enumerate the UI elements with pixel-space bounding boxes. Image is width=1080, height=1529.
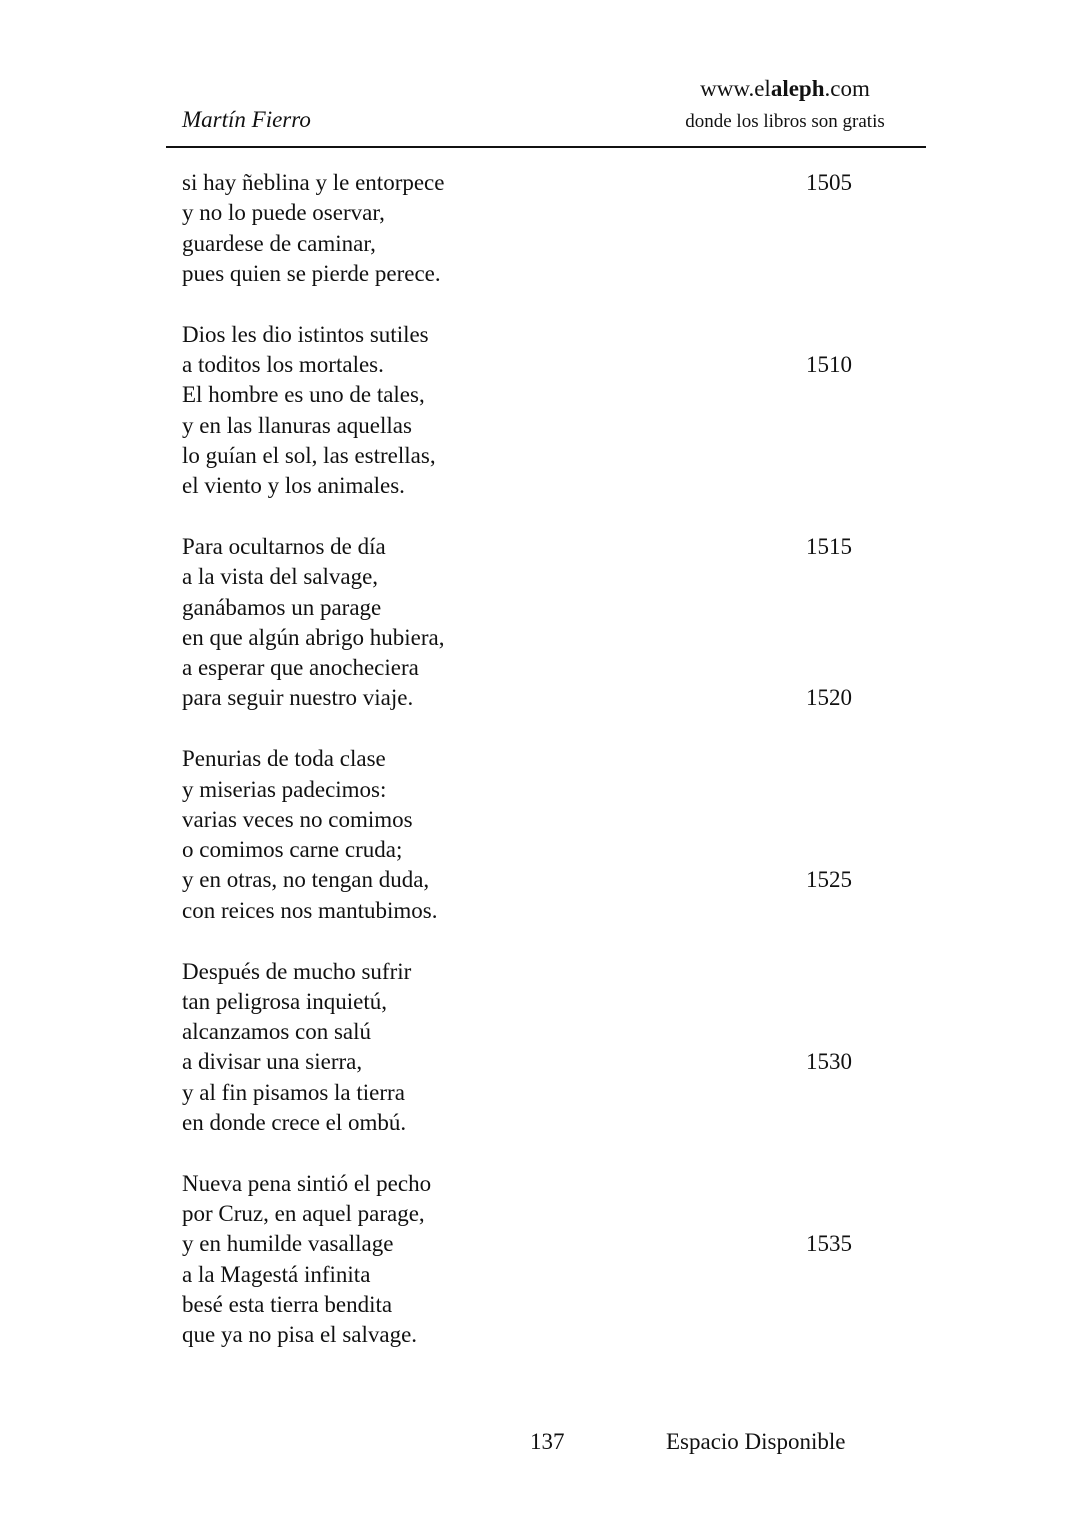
- stanza-gap: [182, 289, 882, 320]
- verse-text: a la vista del salvage,: [182, 564, 379, 590]
- verse-line: [182, 1199, 882, 1229]
- verse-line: [182, 1229, 882, 1259]
- stanza: [182, 1169, 882, 1351]
- verse-line: [182, 168, 882, 198]
- verse-text: Para ocultarnos de día: [182, 533, 386, 559]
- verse-line: [182, 1290, 882, 1320]
- verse-text: a esperar que anocheciera: [182, 655, 419, 681]
- verse-text: lo guían el sol, las estrellas,: [182, 442, 436, 468]
- stanza-gap: [182, 714, 882, 745]
- stanza: [182, 532, 882, 714]
- verse-text: si hay ñeblina y le entorpece: [182, 170, 445, 195]
- verse-line: [182, 896, 882, 926]
- verse-text: a la Magestá infinita: [182, 1261, 371, 1287]
- verse-line: [182, 411, 882, 441]
- site-tagline: donde los libros son gratis: [685, 111, 885, 132]
- site-url[interactable]: [640, 74, 930, 104]
- header-divider: [166, 146, 926, 148]
- verse-line: [182, 835, 882, 865]
- verse-line: [182, 805, 882, 835]
- verse-line: [182, 957, 882, 987]
- verse-text: y miserias padecimos:: [182, 776, 387, 802]
- verse-text: pues quien se pierde perece.: [182, 260, 441, 286]
- verse-text: en donde crece el ombú.: [182, 1110, 407, 1136]
- verse-text: y no lo puede oservar,: [182, 200, 385, 226]
- site-url-brand: aleph: [770, 76, 825, 101]
- line-number: 1515: [806, 533, 852, 559]
- line-number: 1525: [806, 867, 852, 893]
- verse-line: [182, 1017, 882, 1047]
- verse-line: [182, 744, 882, 774]
- verse-text: en que algún abrigo hubiera,: [182, 624, 445, 650]
- verse-line: [182, 1108, 882, 1138]
- verse-text: ganábamos un parage: [182, 594, 382, 620]
- verse-text: a toditos los mortales.: [182, 351, 384, 377]
- verse-line: [182, 865, 882, 895]
- verse-text: Nueva pena sintió el pecho: [182, 1170, 432, 1196]
- line-number: 1530: [806, 1049, 852, 1075]
- book-title: Martín Fierro: [182, 107, 311, 132]
- verse-text: el viento y los animales.: [182, 473, 405, 499]
- verse-line: [182, 1047, 882, 1077]
- site-url-suffix: .com: [824, 76, 870, 101]
- verse-line: [182, 532, 882, 562]
- verse-text: por Cruz, en aquel parage,: [182, 1201, 425, 1227]
- verse-line: [182, 653, 882, 683]
- verse-line: [182, 380, 882, 410]
- stanza: [182, 744, 882, 926]
- verse-text: El hombre es uno de tales,: [182, 382, 425, 408]
- verse-text: para seguir nuestro viaje.: [182, 685, 414, 711]
- verse-text: o comimos carne cruda;: [182, 837, 403, 863]
- verse-text: Penurias de toda clase: [182, 746, 386, 772]
- verse-line: [182, 987, 882, 1017]
- site-url-prefix: www.el: [700, 76, 771, 101]
- verse-line: [182, 1320, 882, 1350]
- verse-text: varias veces no comimos: [182, 806, 413, 832]
- site-header: [640, 74, 930, 135]
- verse-text: y en otras, no tengan duda,: [182, 867, 430, 893]
- footer-label: Espacio Disponible: [666, 1429, 846, 1454]
- verse-text: guardese de caminar,: [182, 230, 376, 256]
- verse-text: besé esta tierra bendita: [182, 1292, 393, 1317]
- verse-line: [182, 471, 882, 501]
- line-number: 1505: [806, 170, 852, 195]
- verse-text: que ya no pisa el salvage.: [182, 1322, 418, 1348]
- verse-line: [182, 259, 882, 289]
- verse-line: [182, 593, 882, 623]
- stanza: [182, 957, 882, 1139]
- verse-text: y al fin pisamos la tierra: [182, 1079, 405, 1105]
- verse-line: [182, 198, 882, 228]
- verse-line: [182, 775, 882, 805]
- page-number: 137: [530, 1429, 565, 1454]
- verse-line: [182, 683, 882, 713]
- verse-line: [182, 320, 882, 350]
- stanza-gap: [182, 1138, 882, 1169]
- line-number: 1535: [806, 1231, 852, 1257]
- line-number: 1510: [806, 351, 852, 377]
- verse-text: Dios les dio istintos sutiles: [182, 321, 429, 347]
- verse-text: y en las llanuras aquellas: [182, 412, 412, 438]
- stanza-gap: [182, 501, 882, 532]
- verse-line: [182, 623, 882, 653]
- verse-text: con reices nos mantubimos.: [182, 897, 438, 923]
- stanza-gap: [182, 926, 882, 957]
- verse-text: alcanzamos con salú: [182, 1019, 372, 1045]
- verse-text: Después de mucho sufrir: [182, 958, 412, 984]
- verse-line: [182, 441, 882, 471]
- stanza: [182, 320, 882, 502]
- verse-line: [182, 1260, 882, 1290]
- verse-line: [182, 229, 882, 259]
- verse-line: [182, 562, 882, 592]
- line-number: 1520: [806, 685, 852, 711]
- stanza: [182, 168, 882, 289]
- verse-line: [182, 1169, 882, 1199]
- verse-text: tan peligrosa inquietú,: [182, 988, 388, 1014]
- verse-line: [182, 350, 882, 380]
- poem-body: [182, 168, 882, 1351]
- verse-line: [182, 1078, 882, 1108]
- verse-text: y en humilde vasallage: [182, 1231, 394, 1257]
- verse-text: a divisar una sierra,: [182, 1049, 363, 1075]
